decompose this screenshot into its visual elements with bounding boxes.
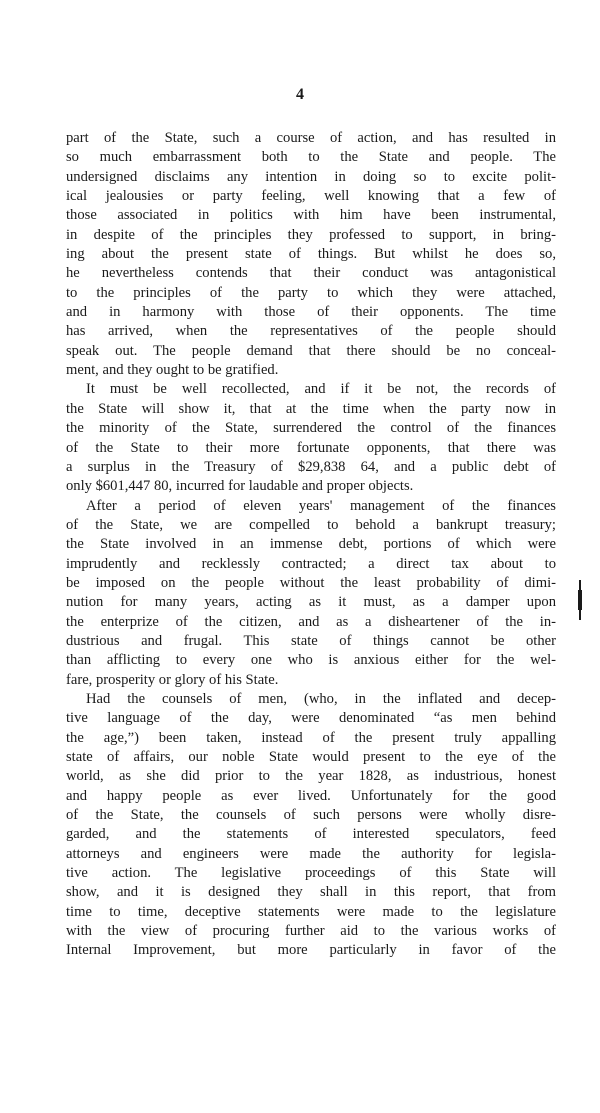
text-line: ical jealousies or party feeling, well knowing that a few of — [66, 188, 556, 205]
text-line: ment, and they ought to be gratified. — [66, 362, 279, 379]
text-line: tive action. The legislative proceedings of this State will — [66, 865, 556, 882]
text-line: the minority of the State, surrendered the control of the finances — [66, 420, 556, 437]
margin-mark — [579, 580, 581, 620]
text-line: the State will show it, that at the time when the party now in — [66, 400, 556, 417]
text-line: the age,”) been taken, instead of the present truly appalling — [66, 729, 556, 746]
text-line: so much embarrassment both to the State and people. The — [66, 149, 556, 166]
text-line: time to time, deceptive statements were made to the legislature — [66, 903, 556, 920]
text-line: with the view of procuring further aid to the various works of — [66, 923, 556, 940]
text-line: nution for many years, acting as it must, as a damper upon — [66, 594, 556, 611]
text-line: be imposed on the people without the least probability of dimi- — [66, 574, 556, 591]
body-text — [66, 129, 556, 961]
text-line: show, and it is designed they shall in this report, that from — [66, 884, 556, 901]
text-line: and in harmony with those of their opponents. The time — [66, 304, 556, 321]
text-line: to the principles of the party to which they were attached, — [66, 284, 556, 301]
text-line: It must be well recollected, and if it be not, the records of — [86, 381, 556, 398]
text-line: dustrious and frugal. This state of things cannot be other — [66, 632, 556, 649]
text-line: and happy people as ever lived. Unfortunately for the good — [66, 787, 556, 804]
text-line: of the State to their more fortunate opponents, that there was — [66, 439, 556, 456]
text-line: garded, and the statements of interested speculators, feed — [66, 826, 556, 843]
text-line: fare, prosperity or glory of his State. — [66, 671, 279, 688]
text-line: state of affairs, our noble State would present to the eye of the — [66, 749, 556, 765]
text-line: than afflicting to every one who is anxious either for the wel- — [66, 652, 556, 669]
text-line: of the State, the counsels of such persons were wholly disre- — [66, 807, 556, 824]
text-line: attorneys and engineers were made the authority for legisla- — [66, 845, 556, 862]
text-line: the State involved in an immense debt, portions of which were — [66, 536, 556, 553]
text-line: Had the counsels of men, (who, in the inflated and decep- — [86, 690, 556, 707]
text-line: he nevertheless contends that their conduct was antagonistical — [66, 265, 556, 282]
page-number: 4 — [296, 86, 304, 103]
text-line: the enterprize of the citizen, and as a disheartener of the in- — [66, 613, 556, 630]
text-line: speak out. The people demand that there should be no conceal- — [66, 342, 556, 359]
text-line: world, as she did prior to the year 1828, as industrious, honest — [66, 768, 556, 785]
text-line: in despite of the principles they professed to support, in bring- — [66, 226, 556, 243]
text-line: After a period of eleven years' management of the finances — [86, 497, 556, 514]
text-line: tive language of the day, were denominated “as men behind — [66, 710, 556, 727]
text-line: those associated in politics with him have been instrumental, — [66, 207, 556, 224]
text-line: a surplus in the Treasury of $29,838 64, and a public debt of — [66, 458, 556, 475]
text-line: imprudently and recklessly contracted; a direct tax about to — [66, 555, 556, 572]
text-line: part of the State, such a course of action, and has resulted in — [66, 130, 556, 146]
text-line: undersigned disclaims any intention in doing so to excite polit- — [66, 168, 556, 185]
text-line: has arrived, when the representatives of the people should — [66, 323, 556, 340]
text-line: of the State, we are compelled to behold a bankrupt treasury; — [66, 516, 556, 533]
text-line: only $601,447 80, incurred for laudable and proper objects. — [66, 478, 414, 495]
text-line: ing about the present state of things. But whilst he does so, — [66, 246, 556, 263]
text-line: Internal Improvement, but more particularly in favor of the — [66, 942, 556, 959]
